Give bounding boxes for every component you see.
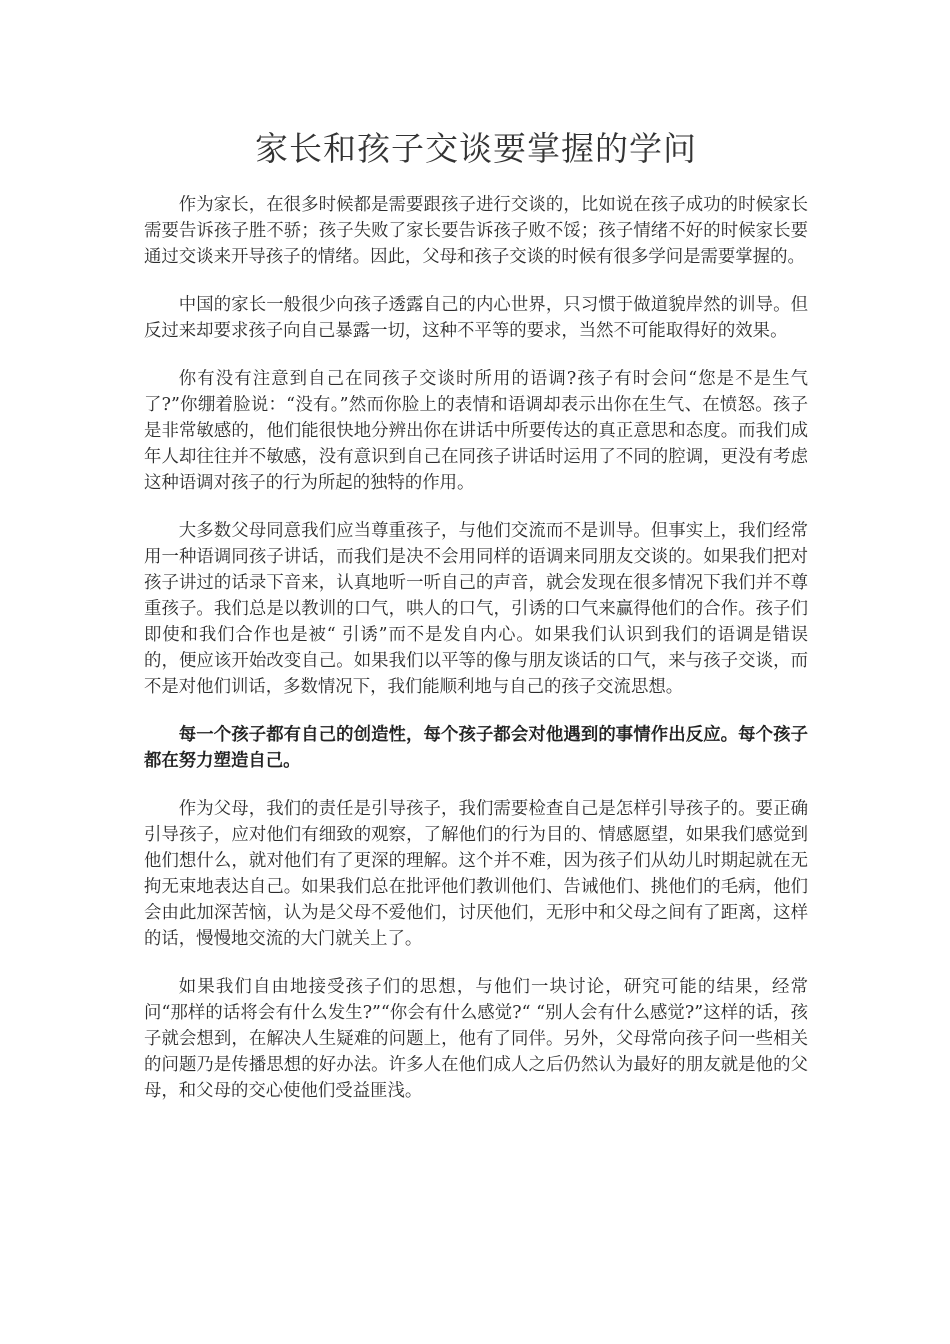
paragraph-7: 如果我们自由地接受孩子们的思想，与他们一块讨论，研究可能的结果，经常问“那样的话将会有什么发生?”“你会有什么感觉?“ “别人会有什么感觉?”这样的话，孩子就会想到，在解决人生疑难的问题上，他有了同伴。另外，父母常向孩子问一些相关的问题乃是传播思想的好办法。许多人在他们成人之后仍然认为最好的朋友就是他的父母，和父母的交心使他们受益匪浅。 (144, 977, 808, 1101)
paragraph-3: 你有没有注意到自己在同孩子交谈时所用的语调?孩子有时会问“您是不是生气了?”你绷着脸说：“没有。”然而你脸上的表情和语调却表示出你在生气、在愤怒。孩子是非常敏感的，他们能很快地分辨出你在讲话中所要传达的真正意思和态度。而我们成年人却往往并不敏感，没有意识到自己在同孩子讲话时运用了不同的腔调，更没有考虑这种语调对孩子的行为所起的独特的作用。 (144, 369, 808, 493)
document-title: 家长和孩子交谈要掌握的学问 (255, 129, 697, 168)
document-body (144, 124, 808, 1126)
paragraph-2: 中国的家长一般很少向孩子透露自己的内心世界，只习惯于做道貌岸然的训导。但反过来却要求孩子向自己暴露一切，这种不平等的要求，当然不可能取得好的效果。 (144, 295, 808, 341)
paragraph-1: 作为家长，在很多时候都是需要跟孩子进行交谈的，比如说在孩子成功的时候家长需要告诉孩子胜不骄；孩子失败了家长要告诉孩子败不馁；孩子情绪不好的时候家长要通过交谈来开导孩子的情绪。因此，父母和孩子交谈的时候有很多学问是需要掌握的。 (144, 195, 808, 267)
paragraph-6: 作为父母，我们的责任是引导孩子，我们需要检查自己是怎样引导孩子的。要正确引导孩子，应对他们有细致的观察，了解他们的行为目的、情感愿望，如果我们感觉到他们想什么，就对他们有了更深的理解。这个并不难，因为孩子们从幼儿时期起就在无拘无束地表达自己。如果我们总在批评他们教训他们、告诫他们、挑他们的毛病，他们会由此加深苦恼，认为是父母不爱他们，讨厌他们，无形中和父母之间有了距离，这样的话，慢慢地交流的大门就关上了。 (144, 799, 808, 949)
paragraph-5-bold: 每一个孩子都有自己的创造性，每个孩子都会对他遇到的事情作出反应。每个孩子都在努力塑造自己。 (144, 725, 808, 771)
paragraph-4: 大多数父母同意我们应当尊重孩子，与他们交流而不是训导。但事实上，我们经常用一种语调同孩子讲话，而我们是决不会用同样的语调来同朋友交谈的。如果我们把对孩子讲过的话录下音来，认真地听一听自己的声音，就会发现在很多情况下我们并不尊重孩子。我们总是以教训的口气，哄人的口气，引诱的口气来赢得他们的合作。孩子们即使和我们合作也是被“ 引诱”而不是发自内心。如果我们认识到我们的语调是错误的，便应该开始改变自己。如果我们以平等的像与朋友谈话的口气，来与孩子交谈，而不是对他们训话，多数情况下，我们能顺利地与自己的孩子交流思想。 (144, 521, 808, 697)
